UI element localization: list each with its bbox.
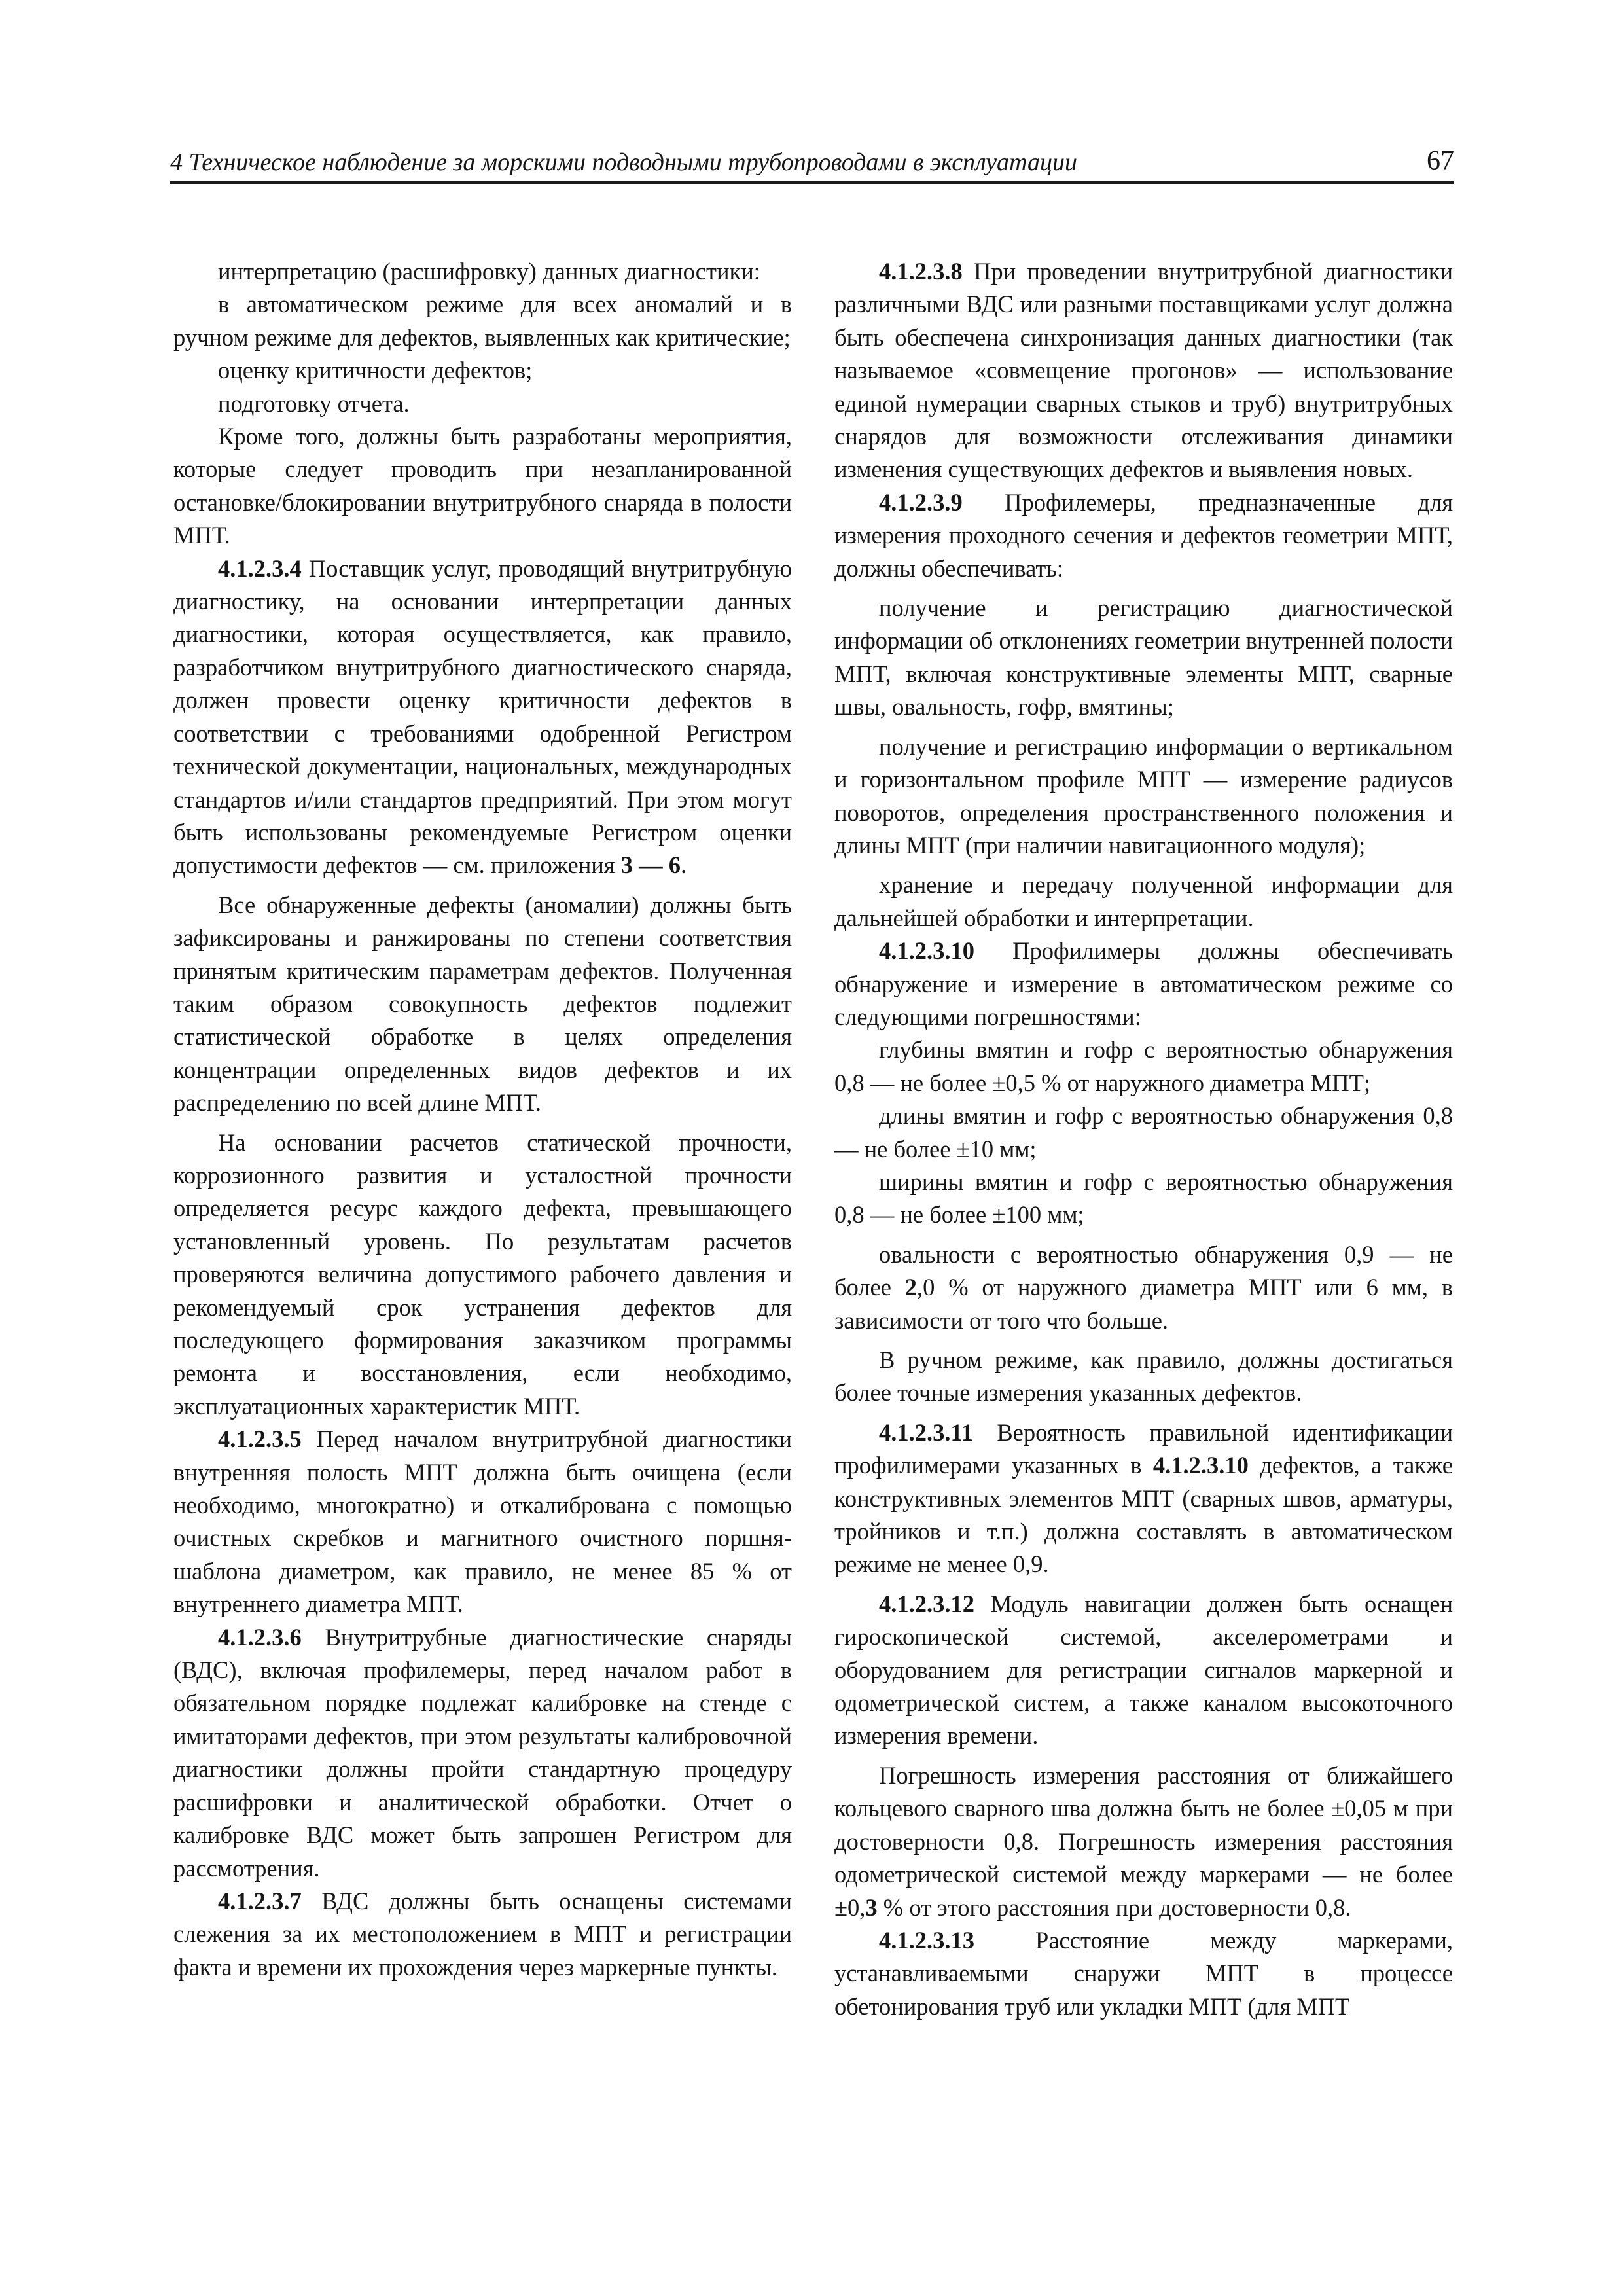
running-header — [170, 139, 1454, 184]
paragraph — [834, 1166, 1453, 1232]
clause-number: 4.1.2.3.5 — [218, 1426, 302, 1453]
paragraph — [834, 592, 1453, 724]
page-number: 67 — [1427, 146, 1454, 176]
paragraph — [834, 255, 1453, 486]
paragraph-text: получение и регистрацию диагностической информации об отклонениях геометрии внутренней полости МПТ, включая конструктивные элементы МПТ, сварные швы, овальность, гофр, вмятины; — [834, 594, 1453, 721]
clause-number: 4.1.2.3.10 — [879, 937, 974, 965]
bold-reference: 4.1.2.3.10 — [1152, 1452, 1249, 1479]
paragraph — [834, 935, 1453, 1033]
paragraph-text: В ручном режиме, как правило, должны достигаться более точные измерения указанных дефектов. — [834, 1346, 1453, 1407]
paragraph — [173, 387, 792, 420]
paragraph-text: длины вмятин и гофр с вероятностью обнаружения 0,8 — не более ±10 мм; — [834, 1102, 1453, 1162]
bold-reference: 3 — 6 — [620, 852, 681, 879]
paragraph — [834, 1100, 1453, 1166]
paragraph-text: Внутритрубные диагностические снаряды (ВДС), включая профилемеры, перед началом работ в обязательном порядке подлежат калибровке на стенде с имитаторами дефектов, при этом результаты калибровочной диагностики должны пройти стандартную процедуру расшифровки и аналитической обработки. Отчет о калибровке ВДС может быть запрошен Регистром для рассмотрения. — [173, 1623, 792, 1882]
paragraph-text: На основании расчетов статической прочности, коррозионного развития и усталостной прочности определяется ресурс каждого дефекта, превышающего установленный уровень. По результатам расчетов проверяются величина допустимого рабочего давления и рекомендуемый срок устранения дефектов для последующего формирования заказчиком программы ремонта и восстановления, если необходимо, эксплуатационных характеристик МПТ. — [173, 1128, 792, 1420]
paragraph-text: Расстояние между маркерами, устанавливаемыми снаружи МПТ в процессе обетонирования труб или укладки МПТ (для МПТ — [834, 1926, 1453, 2020]
paragraph-text: глубины вмятин и гофр с вероятностью обнаружения 0,8 — не более ±0,5 % от наружного диаметра МПТ; — [834, 1036, 1453, 1096]
clause-number: 4.1.2.3.9 — [879, 488, 963, 516]
clause-number: 4.1.2.3.7 — [218, 1887, 302, 1914]
clause-number: 4.1.2.3.12 — [879, 1590, 974, 1617]
paragraph — [173, 420, 792, 552]
paragraph-text: Погрешность измерения расстояния от ближайшего кольцевого сварного шва должна быть не более ±0,05 м при достоверности 0,8. Погрешность измерения расстояния одометрической системой между маркерами — не более ±0, — [834, 1761, 1453, 1921]
paragraph — [834, 1759, 1453, 1924]
paragraph — [173, 354, 792, 387]
paragraph — [834, 1924, 1453, 2023]
paragraph-text-tail: ,0 % от наружного диаметра МПТ или 6 мм, в зависимости от того что больше. — [834, 1274, 1453, 1334]
paragraph — [834, 869, 1453, 935]
paragraph — [173, 889, 792, 1120]
paragraph — [173, 1423, 792, 1621]
left-text-column — [173, 255, 792, 1984]
paragraph-text: Профилемеры, предназначенные для измерения проходного сечения и дефектов геометрии МПТ, должны обеспечивать: — [834, 488, 1453, 582]
paragraph-text-tail: дефектов, а также конструктивных элементов МПТ (сварных швов, арматуры, тройников и т.п.) должна составлять в автоматическом режиме не менее 0,9. — [834, 1452, 1453, 1578]
paragraph-text: ширины вмятин и гофр с вероятностью обнаружения 0,8 — не более ±100 мм; — [834, 1168, 1453, 1229]
paragraph — [834, 1416, 1453, 1581]
paragraph — [173, 552, 792, 882]
paragraph-text: получение и регистрацию информации о вертикальном и горизонтальном профиле МПТ — измерение радиусов поворотов, определения пространственного положения и длины МПТ (при наличии навигационного модуля); — [834, 732, 1453, 859]
paragraph-text: в автоматическом режиме для всех аномалий и в ручном режиме для дефектов, выявленных как критические; — [173, 291, 792, 351]
paragraph-text: хранение и передачу полученной информации для дальнейшей обработки и интерпретации. — [834, 871, 1453, 931]
paragraph-text: интерпретацию (расшифровку) данных диагностики: — [218, 258, 760, 285]
paragraph-text: Поставщик услуг, проводящий внутритрубную диагностику, на основании интерпретации данных диагностики, которая осуществляется, как правило, разработчиком внутритрубного диагностического снаряда, должен провести оценку критичности дефектов в соответствии с требованиями одобренной Регистром технической документации, национальных, международных стандартов и/или стандартов предприятий. При этом могут быть использованы рекомендуемые Регистром оценки допустимости дефектов — см. приложения — [173, 554, 792, 879]
paragraph-text: Перед началом внутритрубной диагностики внутренняя полость МПТ должна быть очищена (если необходимо, многократно) и откалибрована с помощью очистных скребков и магнитного очистного поршня-шаблона диаметром, как правило, не менее 85 % от внутреннего диаметра МПТ. — [173, 1426, 792, 1618]
bold-reference: 3 — [865, 1893, 878, 1921]
clause-number: 4.1.2.3.13 — [879, 1926, 974, 1954]
paragraph — [173, 288, 792, 354]
paragraph-text: оценку критичности дефектов; — [218, 357, 533, 384]
paragraph-text: Кроме того, должны быть разработаны мероприятия, которые следует проводить при незапланированной остановке/блокировании внутритрубного снаряда в полости МПТ. — [173, 423, 792, 549]
paragraph-text-tail: . — [680, 852, 687, 879]
clause-number: 4.1.2.3.6 — [218, 1623, 302, 1651]
paragraph — [173, 1126, 792, 1424]
running-header-title: 4 Техническое наблюдение за морскими подводными трубопроводами в эксплуатации — [170, 149, 1077, 176]
paragraph — [834, 1344, 1453, 1410]
paragraph — [834, 1033, 1453, 1100]
paragraph-text-tail: % от этого расстояния при достоверности 0,8. — [877, 1893, 1351, 1921]
paragraph-text: овальности с вероятностью обнаружения 0,9 — не более — [834, 1240, 1453, 1301]
paragraph-text: подготовку отчета. — [218, 389, 410, 417]
paragraph — [834, 486, 1453, 585]
clause-number: 4.1.2.3.8 — [879, 258, 963, 285]
paragraph — [834, 730, 1453, 863]
clause-number: 4.1.2.3.11 — [879, 1418, 973, 1446]
paragraph — [173, 1885, 792, 1984]
paragraph — [173, 255, 792, 288]
clause-number: 4.1.2.3.4 — [218, 554, 302, 582]
paragraph-text: Вероятность правильной идентификации профилимерами указанных в — [834, 1418, 1453, 1479]
paragraph — [834, 1588, 1453, 1753]
paragraph — [834, 1238, 1453, 1337]
right-text-column — [834, 255, 1453, 2023]
paragraph-text: Профилимеры должны обеспечивать обнаружение и измерение в автоматическом режиме со следующими погрешностями: — [834, 937, 1453, 1030]
paragraph-text: Модуль навигации должен быть оснащен гироскопической системой, акселерометрами и оборудованием для регистрации сигналов маркерной и одометрической систем, а также каналом высокоточного измерения времени. — [834, 1590, 1453, 1749]
paragraph — [173, 1621, 792, 1885]
paragraph-text: Все обнаруженные дефекты (аномалии) должны быть зафиксированы и ранжированы по степени соответствия принятым критическим параметрам дефектов. Полученная таким образом совокупность дефектов подлежит статистической обработке в целях определения концентрации определенных видов дефектов и их распределению по всей длине МПТ. — [173, 891, 792, 1117]
bold-reference: 2 — [904, 1274, 918, 1301]
paragraph-text: При проведении внутритрубной диагностики различными ВДС или разными поставщиками услуг должна быть обеспечена синхронизация данных диагностики (так называемое «совмещение прогонов» — использование единой нумерации сварных стыков и труб) внутритрубных снарядов для возможности отслеживания динамики изменения существующих дефектов и выявления новых. — [834, 258, 1453, 483]
paragraph-text: ВДС должны быть оснащены системами слежения за их местоположением в МПТ и регистрации факта и времени их прохождения через маркерные пункты. — [173, 1887, 792, 1981]
